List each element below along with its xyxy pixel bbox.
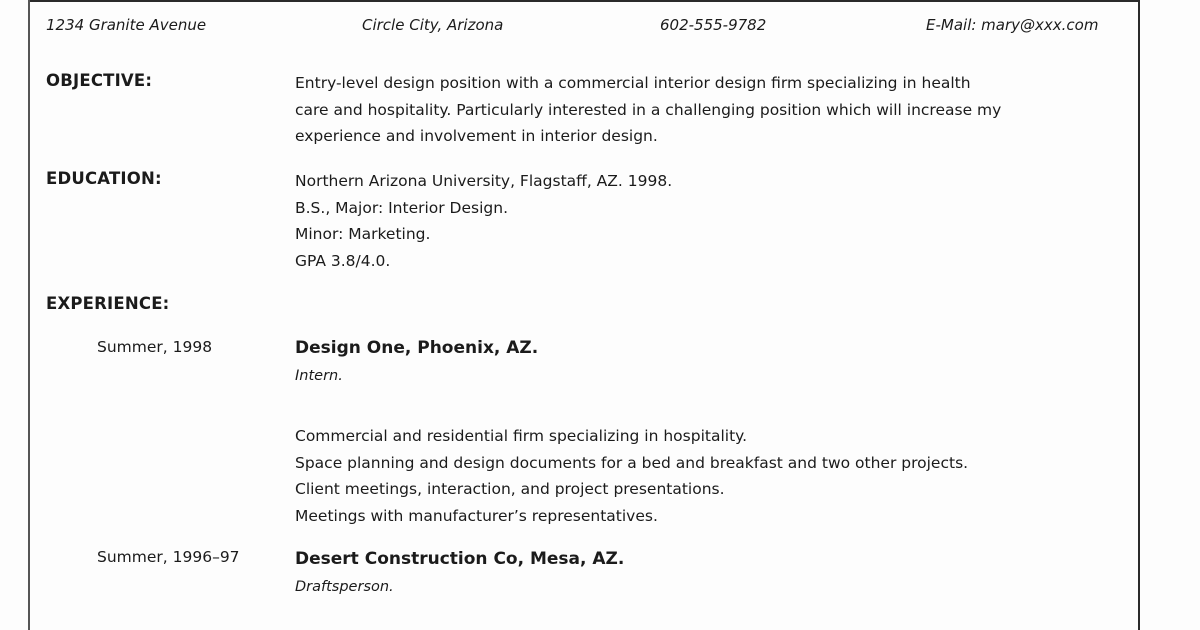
job-duty-line: Client meetings, interaction, and project presentations. (295, 480, 725, 498)
objective-text (295, 70, 1115, 150)
page-border-right (1138, 0, 1140, 630)
education-line: B.S., Major: Interior Design. (295, 198, 509, 217)
page-border-left (28, 0, 30, 630)
job-role: Draftsperson. (295, 579, 394, 595)
job-duty-line: Space planning and design documents for a bed and breakfast and two other projects. (295, 453, 969, 472)
contact-address: 1234 Granite Avenue (46, 16, 207, 34)
education-details (295, 168, 1115, 274)
education-line: GPA 3.8/4.0. (295, 251, 391, 270)
job-duty-line: Commercial and residential firm specializing in hospitality. (295, 427, 748, 445)
education-line: Minor: Marketing. (295, 225, 431, 243)
contact-email: E-Mail: mary@xxx.com (926, 16, 1099, 34)
contact-phone: 602-555-9782 (660, 16, 767, 34)
job-duty-line: Meetings with manufacturer’s representatives. (295, 506, 658, 525)
job-date: Summer, 1998 (97, 338, 213, 356)
objective-heading: OBJECTIVE: (46, 71, 153, 90)
job-employer: Design One, Phoenix, AZ. (295, 338, 539, 358)
experience-heading: EXPERIENCE: (46, 294, 170, 313)
job-duties (295, 423, 1115, 529)
education-heading: EDUCATION: (46, 169, 162, 188)
job-employer: Desert Construction Co, Mesa, AZ. (295, 549, 625, 569)
objective-line: Entry-level design position with a commercial interior design firm specializing in health (295, 74, 971, 92)
contact-city: Circle City, Arizona (362, 16, 504, 34)
objective-line: care and hospitality. Particularly interested in a challenging position which will increase my (295, 100, 1002, 119)
page-border-top (30, 0, 1140, 2)
job-date: Summer, 1996–97 (97, 548, 240, 566)
education-line: Northern Arizona University, Flagstaff, AZ. 1998. (295, 172, 673, 190)
objective-line: experience and involvement in interior design. (295, 127, 658, 145)
job-role: Intern. (295, 368, 343, 384)
